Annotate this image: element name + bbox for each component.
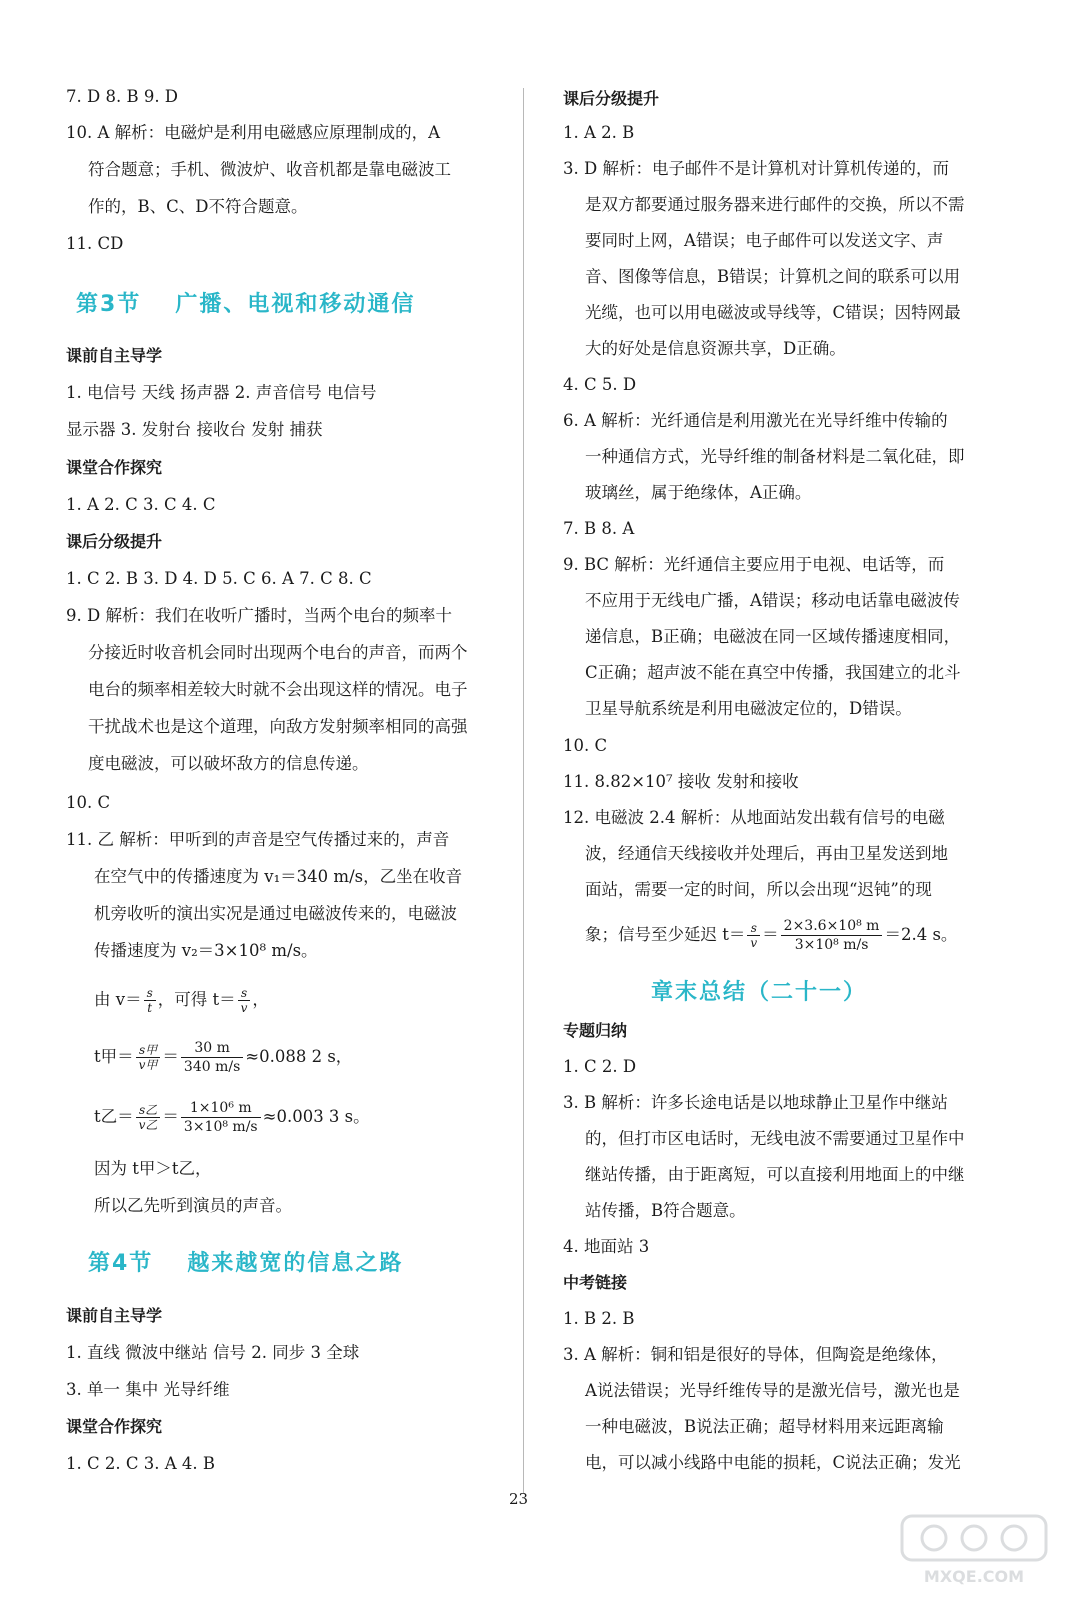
subsection-heading: 课堂合作探究 [66,458,163,477]
answer-line: 作的，B、C、D不符合题意。 [88,197,308,216]
answer-line: 符合题意；手机、微波炉、收音机都是靠电磁波工 [88,160,451,179]
answer-line: 6. A 解析：光纤通信是利用激光在光导纤维中传输的 [563,411,948,430]
answer-line: 电台的频率相差较大时就不会出现这样的情况。电子 [88,680,468,699]
fraction: $\frac{\text{s乙}}{\text{v乙}}$ [136,1103,161,1132]
column-divider [523,88,524,1493]
answer-line: 光缆，也可以用电磁波或导线等，C错误；因特网最 [585,303,961,322]
formula-line: t乙＝ $\frac{\text{s乙}}{\text{v乙}}$ ＝ $\frac{\text{1×10⁶ m}}{\text{3×10⁸ m/s}}$ ≈0.003 3 s。 [94,1100,370,1135]
answer-line: 站传播，B符合题意。 [585,1201,746,1220]
fraction: $\frac{30 m}{340 m/s}$ [181,1039,243,1076]
answer-line: 1. A 2. B [563,123,635,142]
watermark-frame [902,1516,1046,1560]
answer-line: 大的好处是信息资源共享，D正确。 [585,339,846,358]
answer-line: 10. A 解析：电磁炉是利用电磁感应原理制成的，A [66,123,441,142]
section-title: 第3节 广播、电视和移动通信 [76,292,416,317]
answer-line: 1. 电信号 天线 扬声器 2. 声音信号 电信号 [66,383,377,402]
answer-line: 12. 电磁波 2.4 解析：从地面站发出载有信号的电磁 [563,808,945,827]
answer-line: 11. 乙 解析：甲听到的声音是空气传播过来的，声音 [66,830,450,849]
answer-line: 一种通信方式，光导纤维的制备材料是二氧化硅，即 [585,447,965,466]
subsection-heading: 课前自主导学 [66,1306,163,1325]
answer-line: 一种电磁波，B说法正确；超导材料用来远距离输 [585,1417,944,1436]
chapter-summary-title: 章末总结（二十一） [651,980,868,1005]
answer-line: 度电磁波，可以破坏敌方的信息传递。 [88,754,369,773]
watermark-mark [1002,1526,1026,1550]
subsection-heading: 课堂合作探究 [66,1417,163,1436]
answer-line: 3. B 解析：许多长途电话是以地球静止卫星作中继站 [563,1093,948,1112]
subsection-heading: 课后分级提升 [66,532,163,551]
page-number: 23 [509,1490,529,1508]
fraction: $\frac{s}{v}$ [238,986,251,1015]
answer-line: 3. D 解析：电子邮件不是计算机对计算机传递的，而 [563,159,949,178]
answer-line: 1. C 2. D [563,1057,637,1076]
answer-line: 11. CD [66,234,124,253]
formula-line: t甲＝ $\frac{\text{s甲}}{\text{v甲}}$ ＝ $\frac{30 m}{340 m/s}$ ≈0.088 2 s， [94,1040,353,1075]
answer-line: 机旁收听的演出实况是通过电磁波传来的，电磁波 [94,904,457,923]
subsection-heading: 课后分级提升 [563,89,660,108]
answer-line: 传播速度为 v₂＝3×10⁸ m/s。 [94,941,318,960]
fraction: $\frac{\text{2×3.6×10⁸ m}}{\text{3×10⁸ m/s}}$ [781,917,883,954]
answer-line: C正确；超声波不能在真空中传播，我国建立的北斗 [585,663,961,682]
fraction: $\frac{\text{1×10⁶ m}}{\text{3×10⁸ m/s}}$ [181,1099,261,1136]
fraction: $\frac{s}{v}$ [747,921,760,950]
answer-line: 1. 直线 微波中继站 信号 2. 同步 3 全球 [66,1343,360,1362]
answer-line: 因为 t甲＞t乙， [94,1159,212,1178]
answer-line: 卫星导航系统是利用电磁波定位的，D错误。 [585,699,912,718]
answer-line: A说法错误；光导纤维传导的是激光信号，激光也是 [585,1381,960,1400]
watermark-mark [922,1526,946,1550]
answer-line: 4. C 5. D [563,375,637,394]
answer-line: 波，经通信天线接收并处理后，再由卫星发送到地 [585,844,948,863]
watermark-logo [894,1510,1054,1590]
answer-line: 3. A 解析：铜和铝是很好的导体，但陶瓷是绝缘体， [563,1345,948,1364]
answer-line: 4. 地面站 3 [563,1237,650,1256]
answer-line: 电，可以减小线路中电能的损耗，C说法正确；发光 [585,1453,961,1472]
answer-line: 1. C 2. B 3. D 4. D 5. C 6. A 7. C 8. C [66,569,372,588]
answer-line: 10. C [563,736,608,755]
answer-line: 音、图像等信息，B错误；计算机之间的联系可以用 [585,267,961,286]
fraction: $\frac{\text{s甲}}{\text{v甲}}$ [136,1043,161,1072]
answer-line: 显示器 3. 发射台 接收台 发射 捕获 [66,420,323,439]
answer-line: 7. B 8. A [563,519,635,538]
answer-line: 3. 单一 集中 光导纤维 [66,1380,230,1399]
answer-line: 7. D 8. B 9. D [66,87,179,106]
subsection-heading: 课前自主导学 [66,346,163,365]
answer-line: 1. C 2. C 3. A 4. B [66,1454,215,1473]
answer-line: 干扰战术也是这个道理，向敌方发射频率相同的高强 [88,717,468,736]
answer-line: 的，但打市区电话时，无线电波不需要通过卫星作中 [585,1129,965,1148]
watermark-mark [962,1526,986,1550]
fraction: $\frac{s}{t}$ [144,986,156,1015]
formula-line: 象；信号至少延迟 t＝ $\frac{s}{v}$ ＝ $\frac{\text{2×3.6×10⁸ m}}{\text{3×10⁸ m/s}}$ ＝2.4 s。 [585,918,958,953]
answer-line: 9. D 解析：我们在收听广播时，当两个电台的频率十 [66,606,452,625]
section-title: 第4节 越来越宽的信息之路 [88,1251,404,1276]
answer-line: 10. C [66,793,111,812]
answer-line: 1. B 2. B [563,1309,635,1328]
answer-line: 面站，需要一定的时间，所以会出现“迟钝”的现 [585,880,932,899]
answer-line: 1. A 2. C 3. C 4. C [66,495,216,514]
answer-line: 玻璃丝，属于绝缘体，A正确。 [585,483,812,502]
answer-line: 9. BC 解析：光纤通信主要应用于电视、电话等，而 [563,555,945,574]
subsection-heading: 专题归纳 [563,1021,628,1040]
watermark-text: MXQE.COM [923,1567,1025,1586]
answer-line: 是双方都要通过服务器来进行邮件的交换，所以不需 [585,195,965,214]
answer-line: 11. 8.82×10⁷ 接收 发射和接收 [563,772,799,791]
answer-line: 在空气中的传播速度为 v₁＝340 m/s，乙坐在收音 [94,867,463,886]
subsection-heading: 中考链接 [563,1273,628,1292]
answer-line: 不应用于无线电广播，A错误；移动电话靠电磁波传 [585,591,960,610]
formula-line: 由 v＝ $\frac{s}{t}$ ，可得 t＝ $\frac{s}{v}$ ， [94,986,269,1015]
answer-line: 所以乙先听到演员的声音。 [94,1196,292,1215]
answer-line: 分接近时收音机会同时出现两个电台的声音，而两个 [88,643,468,662]
answer-line: 递信息，B正确；电磁波在同一区域传播速度相同， [585,627,961,646]
answer-line: 继站传播，由于距离短，可以直接利用地面上的中继 [585,1165,965,1184]
answer-line: 要同时上网，A错误；电子邮件可以发送文字、声 [585,231,944,250]
